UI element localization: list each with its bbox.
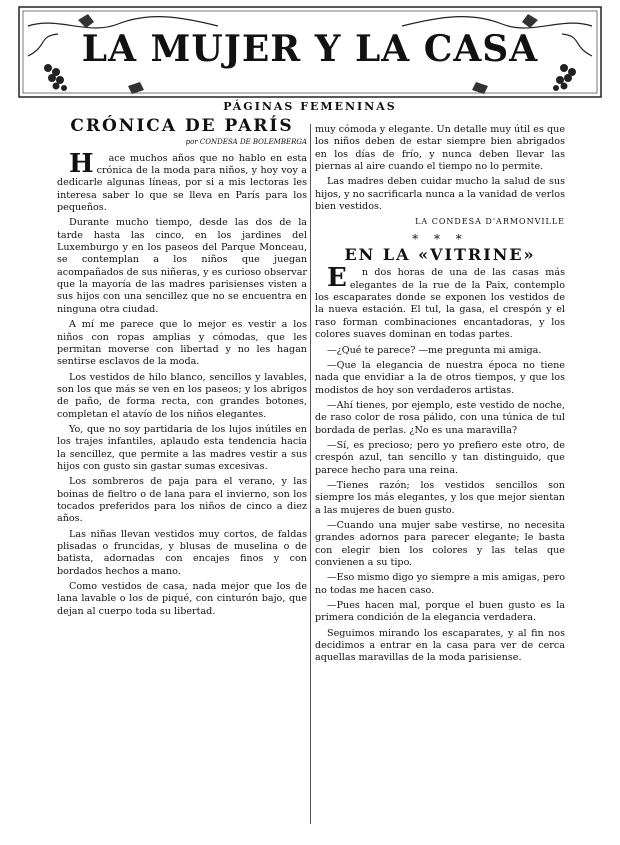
paragraph: —Cuando una mujer sabe vestirse, no necesita grandes adornos para parecer elegante; le basta con elegir bien los colores y las telas que convienen a su tipo.	[315, 519, 565, 568]
paragraph: Durante mucho tiempo, desde las dos de la tarde hasta las cinco, en los jardines del Luxemburgo y en los paseos del Parque Monceau, se contemplan a los niños que juegan acompañados de sus niñeras, y es curioso observar que la mayoría de las madres parisienses visten a sus hijos con una sencillez que no se encuentra en ninguna otra ciudad.	[57, 217, 307, 315]
paragraph: muy cómoda y elegante. Un detalle muy útil es que los niños deben de estar siempre bien abrigados en los días de frío, y nunca deben llevar las piernas al aire cuando el tiempo no lo permite.	[315, 124, 565, 173]
paragraph: —Sí, es precioso; pero yo prefiero este otro, de crespón azul, tan sencillo y tan distinguido, que parece hecho para una reina.	[315, 439, 565, 476]
masthead	[18, 6, 602, 98]
paragraph: —Tienes razón; los vestidos sencillos son siempre los más elegantes, y los que mejor sientan a las mujeres de buen gusto.	[315, 479, 565, 516]
paragraph: Los sombreros de paja para el verano, y las boinas de fieltro o de lana para el invierno, son los tocados preferidos para los niños de cinco a diez años.	[57, 476, 307, 525]
paragraph: —¿Qué te parece? —me pregunta mi amiga.	[327, 344, 542, 356]
paragraph: —Eso mismo digo yo siempre a mis amigas, pero no todas me hacen caso.	[315, 572, 565, 596]
paragraph: Las niñas llevan vestidos muy cortos, de faldas plisadas o fruncidas, y blusas de muselina o de batista, adornadas con encajes finos y con bordados hechos a mano.	[57, 528, 307, 577]
signature: LA CONDESA D'ARMONVILLE	[415, 217, 565, 227]
masthead-title: LA MUJER Y LA CASA	[81, 28, 539, 70]
paragraph: Hace muchos años que no hablo en esta crónica de la moda para niños, y hoy voy a dedicarle algunas líneas, por si a mis lectoras les interesa saber lo que se lleva en París para los pequeños.	[57, 148, 307, 214]
paragraph: —Que la elegancia de nuestra época no tiene nada que envidiar a la de otros tiempos, y que los modistos de hoy son verdaderos artistas.	[315, 359, 565, 396]
paragraph: —Ahí tienes, por ejemplo, este vestido de noche, de raso color de rosa pálido, con una túnica de tul bordada de perlas. ¿No es una maravilla?	[315, 399, 565, 436]
left-column	[57, 116, 307, 621]
right-column	[315, 124, 565, 668]
paragraph: Las madres deben cuidar mucho la salud de sus hijos, y no sacrificarla nunca a la vanidad de verlos bien vestidos.	[315, 176, 565, 213]
section-separator: * * *	[412, 231, 468, 246]
paragraph: Yo, que no soy partidaria de los lujos inútiles en los trajes infantiles, aplaudo esta tendencia hacia la sencillez, que permite a las madres vestir a sus hijos con gusto sin gastar sumas excesivas.	[57, 423, 307, 472]
column-divider	[310, 124, 311, 824]
article-title: EN LA «VITRINE»	[344, 245, 536, 265]
byline: por CONDESA DE BOLEMBERGA	[185, 138, 307, 147]
paragraph: En dos horas de una de las casas más elegantes de la rue de la Paix, contemplo los escaparates donde se exponen los vestidos de la nueva estación. El tul, la gasa, el crespón y el raso forman combinaciones encantadoras, y los colores suaves dominan en todas partes.	[315, 263, 565, 341]
section-heading: PÁGINAS FEMENINAS	[223, 100, 397, 113]
paragraph: Seguimos mirando los escaparates, y al fin nos decidimos a entrar en la casa para ver de cerca aquellas maravillas de la moda parisiense.	[315, 627, 565, 664]
paragraph: A mí me parece que lo mejor es vestir a los niños con ropas amplias y cómodas, que les permitan moverse con libertad y no les hagan sentirse esclavos de la moda.	[57, 319, 307, 368]
paragraph: Como vestidos de casa, nada mejor que los de lana lavable o los de piqué, con cinturón bajo, que dejan al cuerpo toda su libertad.	[57, 581, 307, 617]
paragraph: Los vestidos de hilo blanco, sencillos y lavables, son los que más se ven en los paseos; y los abrigos de paño, de forma recta, con grandes botones, completan el atavío de los niños elegantes.	[57, 371, 307, 420]
article-title: CRÓNICA DE PARÍS	[70, 116, 294, 136]
paragraph: —Pues hacen mal, porque el buen gusto es la primera condición de la elegancia verdadera.	[315, 600, 565, 624]
